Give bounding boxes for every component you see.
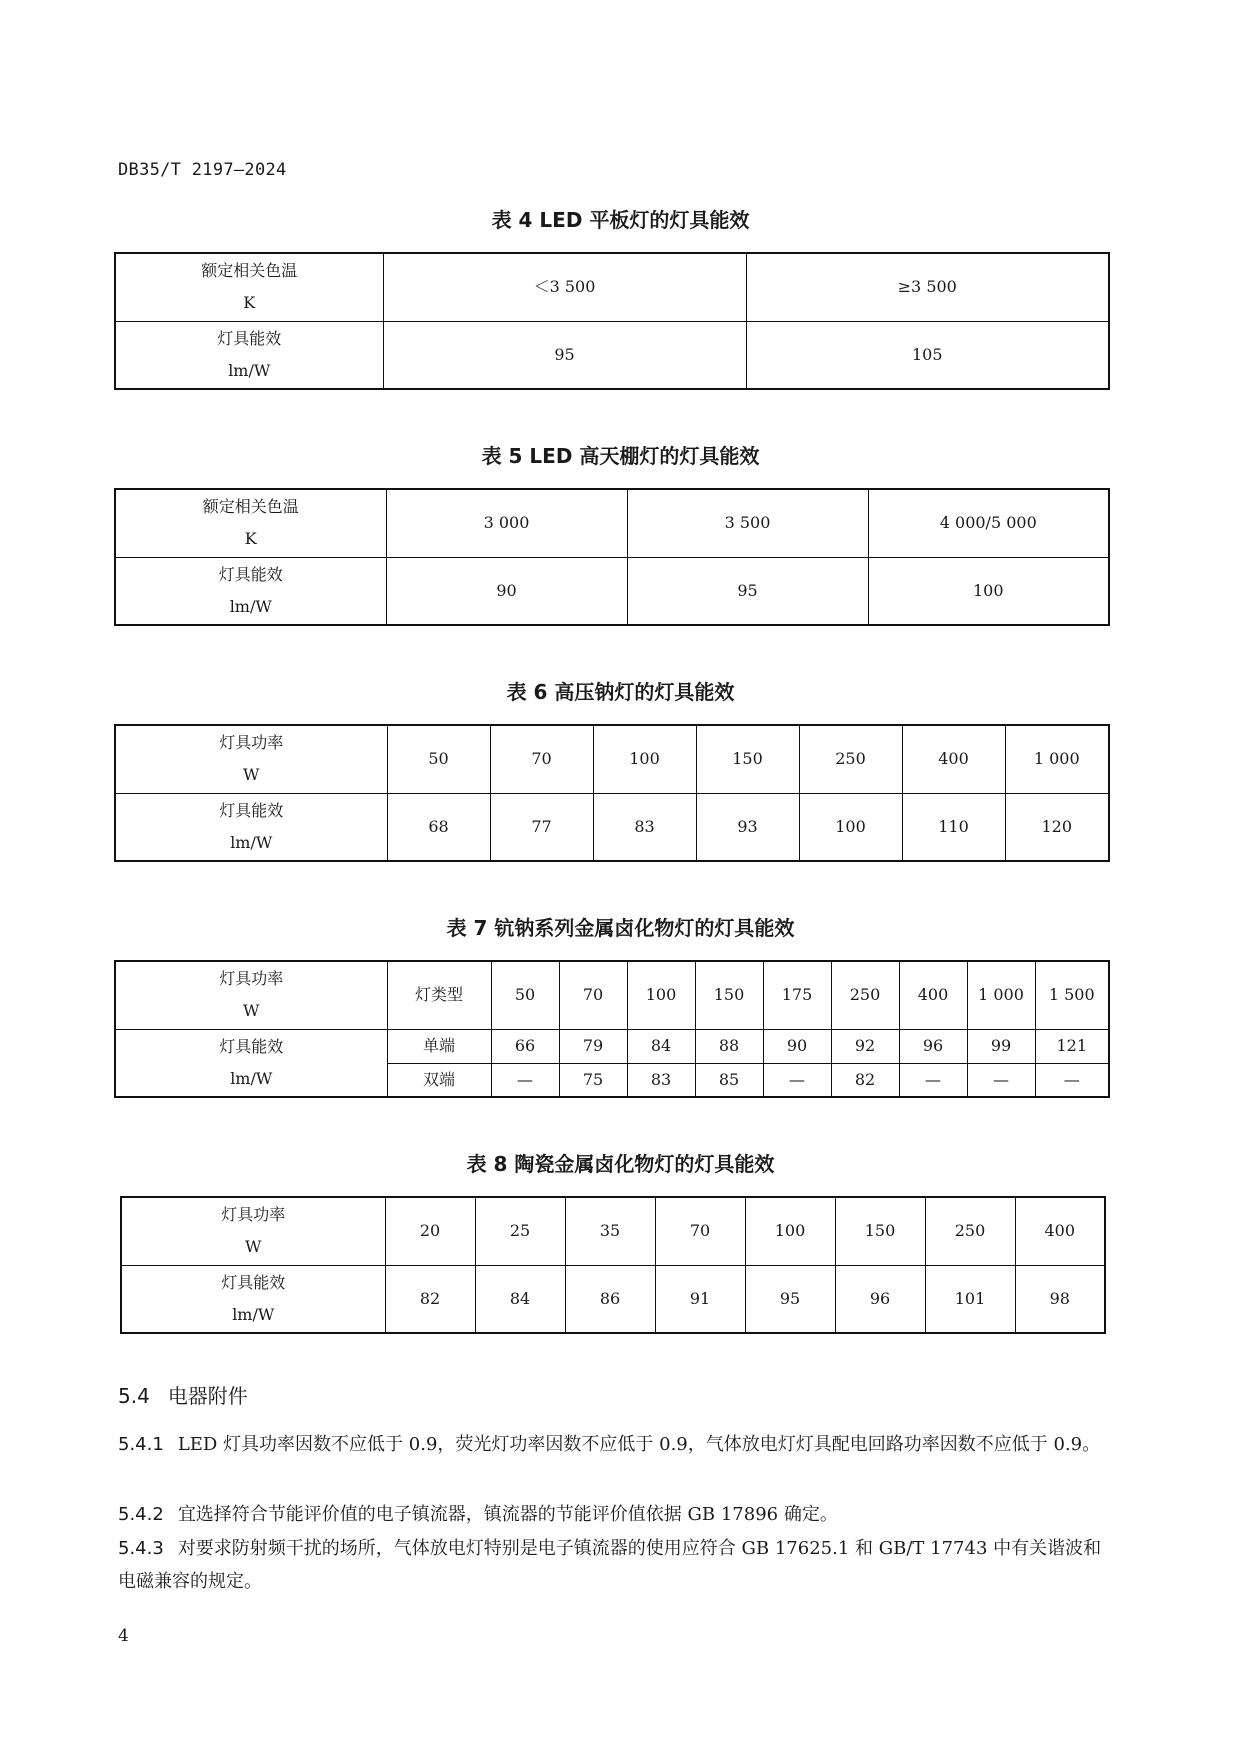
table-7-type-single: 单端 <box>387 1029 491 1063</box>
table-cell: 3 000 <box>386 489 627 557</box>
table-cell: 150 <box>835 1197 925 1265</box>
table-5-row-label: 灯具能效 lm/W <box>115 557 386 625</box>
table-cell: 96 <box>835 1265 925 1333</box>
table-cell: 86 <box>565 1265 655 1333</box>
table-7-type-header: 灯类型 <box>387 961 491 1029</box>
table-cell: 98 <box>1015 1265 1105 1333</box>
table-cell: 90 <box>386 557 627 625</box>
table-7-head-label: 灯具功率 W <box>115 961 387 1029</box>
table-cell: 70 <box>655 1197 745 1265</box>
table-cell: 120 <box>1005 793 1109 861</box>
table-cell: 100 <box>627 961 695 1029</box>
table-5-title: 表 5 LED 高天棚灯的灯具能效 <box>481 444 760 468</box>
table-cell: 70 <box>490 725 593 793</box>
clause-number: 5.4.1 <box>118 1434 164 1455</box>
table-5-head-label: 额定相关色温 K <box>115 489 386 557</box>
table-cell: 70 <box>559 961 627 1029</box>
table-cell: 250 <box>925 1197 1015 1265</box>
table-cell: 35 <box>565 1197 655 1265</box>
table-cell: ≥3 500 <box>746 253 1109 321</box>
table-4 <box>114 252 1110 390</box>
table-cell: 150 <box>695 961 763 1029</box>
table-cell: 4 000/5 000 <box>868 489 1109 557</box>
section-heading <box>118 1380 266 1409</box>
table-cell: 95 <box>627 557 868 625</box>
table-cell: 50 <box>491 961 559 1029</box>
table-cell: 1 000 <box>1005 725 1109 793</box>
clause-5-4-1 <box>118 1428 1118 1461</box>
table-6-row-label: 灯具能效 lm/W <box>115 793 387 861</box>
clause-text: 宜选择符合节能评价值的电子镇流器，镇流器的节能评价值依据 GB 17896 确定。 <box>177 1504 838 1525</box>
table-cell: 95 <box>745 1265 835 1333</box>
table-cell: 20 <box>385 1197 475 1265</box>
table-7-title: 表 7 钪钠系列金属卤化物灯的灯具能效 <box>446 916 795 940</box>
table-cell: 92 <box>831 1029 899 1063</box>
table-cell: 82 <box>831 1063 899 1097</box>
table-cell: 400 <box>899 961 967 1029</box>
table-cell: 3 500 <box>627 489 868 557</box>
table-cell: — <box>967 1063 1035 1097</box>
table-cell: 84 <box>475 1265 565 1333</box>
clause-text: 对要求防射频干扰的场所，气体放电灯特别是电子镇流器的使用应符合 GB 17625.1 和 GB/T 17743 中有关谐波和电磁兼容的规定。 <box>118 1538 1102 1592</box>
table-cell: 1 500 <box>1035 961 1109 1029</box>
table-cell: 82 <box>385 1265 475 1333</box>
table-cell: 50 <box>387 725 490 793</box>
table-5 <box>114 488 1110 626</box>
table-cell: 100 <box>593 725 696 793</box>
table-cell: 400 <box>1015 1197 1105 1265</box>
table-cell: 91 <box>655 1265 745 1333</box>
section-title: 电器附件 <box>167 1384 248 1408</box>
table-cell: 250 <box>831 961 899 1029</box>
table-cell: — <box>1035 1063 1109 1097</box>
table-6-title: 表 6 高压钠灯的灯具能效 <box>506 680 735 704</box>
clause-number: 5.4.3 <box>118 1538 164 1559</box>
table-cell: 150 <box>696 725 799 793</box>
table-6-head-label: 灯具功率 W <box>115 725 387 793</box>
table-7-type-double: 双端 <box>387 1063 491 1097</box>
table-cell: — <box>491 1063 559 1097</box>
table-cell: 66 <box>491 1029 559 1063</box>
table-cell: ＜3 500 <box>383 253 746 321</box>
table-cell: 77 <box>490 793 593 861</box>
table-8-row-label: 灯具能效 lm/W <box>121 1265 385 1333</box>
table-8 <box>120 1196 1106 1334</box>
table-cell: 175 <box>763 961 831 1029</box>
table-cell: 99 <box>967 1029 1035 1063</box>
table-4-head-label: 额定相关色温 K <box>115 253 383 321</box>
document-code: DB35/T 2197—2024 <box>118 160 287 180</box>
table-cell: — <box>899 1063 967 1097</box>
table-cell: 110 <box>902 793 1005 861</box>
table-cell: 96 <box>899 1029 967 1063</box>
table-cell: 100 <box>745 1197 835 1265</box>
table-cell: 85 <box>695 1063 763 1097</box>
table-cell: — <box>763 1063 831 1097</box>
table-4-title: 表 4 LED 平板灯的灯具能效 <box>491 208 750 232</box>
table-cell: 83 <box>627 1063 695 1097</box>
table-cell: 105 <box>746 321 1109 389</box>
table-8-head-label: 灯具功率 W <box>121 1197 385 1265</box>
table-cell: 68 <box>387 793 490 861</box>
table-cell: 250 <box>799 725 902 793</box>
section-number: 5.4 <box>118 1384 150 1408</box>
table-6 <box>114 724 1110 862</box>
table-cell: 93 <box>696 793 799 861</box>
table-cell: 79 <box>559 1029 627 1063</box>
table-cell: 1 000 <box>967 961 1035 1029</box>
page-number: 4 <box>118 1626 129 1646</box>
table-cell: 83 <box>593 793 696 861</box>
table-8-title: 表 8 陶瓷金属卤化物灯的灯具能效 <box>466 1152 775 1176</box>
table-cell: 400 <box>902 725 1005 793</box>
table-7-row-label: 灯具能效 lm/W <box>115 1029 387 1097</box>
table-cell: 90 <box>763 1029 831 1063</box>
clause-number: 5.4.2 <box>118 1504 164 1525</box>
clause-5-4-2 <box>118 1498 1118 1531</box>
table-cell: 88 <box>695 1029 763 1063</box>
table-cell: 100 <box>799 793 902 861</box>
table-cell: 100 <box>868 557 1109 625</box>
table-cell: 121 <box>1035 1029 1109 1063</box>
table-4-row-label: 灯具能效 lm/W <box>115 321 383 389</box>
table-cell: 101 <box>925 1265 1015 1333</box>
table-7 <box>114 960 1110 1098</box>
clause-5-4-3 <box>118 1532 1118 1598</box>
table-cell: 25 <box>475 1197 565 1265</box>
clause-text: LED 灯具功率因数不应低于 0.9，荧光灯功率因数不应低于 0.9，气体放电灯灯具配电回路功率因数不应低于 0.9。 <box>177 1434 1101 1455</box>
table-cell: 75 <box>559 1063 627 1097</box>
table-cell: 84 <box>627 1029 695 1063</box>
table-cell: 95 <box>383 321 746 389</box>
